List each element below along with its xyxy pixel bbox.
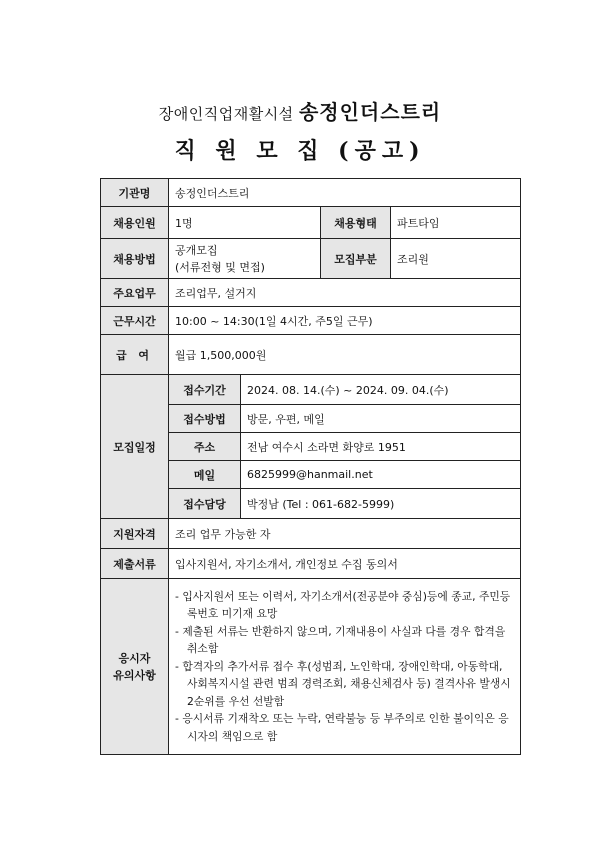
schedule-item-value: 전남 여수시 소라면 화양로 1951 (241, 433, 521, 461)
table-row (101, 279, 521, 307)
qualification-value: 조리 업무 가능한 자 (169, 519, 521, 549)
table-row (101, 207, 521, 239)
notes-label-line1: 응시자 (118, 651, 151, 665)
agency-label: 기관명 (101, 179, 169, 207)
list-item: - 합격자의 추가서류 접수 후(성범죄, 노인학대, 장애인학대, 아동학대, 사회복지시설 관련 범죄 경력조회, 채용신체검사 등) 결격사유 발생시 2순위를 우선 선발함 (175, 659, 511, 708)
schedule-label: 모집일정 (101, 375, 169, 519)
list-item: - 응시서류 기재착오 또는 누락, 연락불능 등 부주의로 인한 불이익은 응시자의 책임으로 함 (175, 712, 509, 743)
table-row (101, 579, 521, 755)
documents-value: 입사지원서, 자기소개서, 개인정보 수집 동의서 (169, 549, 521, 579)
table-row (101, 519, 521, 549)
method-label: 채용방법 (101, 239, 169, 279)
duties-label: 주요업무 (101, 279, 169, 307)
header-prefix: 장애인직업재활시설 (158, 105, 294, 123)
schedule-item-value: 박정남 (Tel : 061-682-5999) (241, 489, 521, 519)
headcount-value: 1명 (169, 207, 321, 239)
header-line (0, 96, 600, 125)
department-label: 모집부분 (321, 239, 391, 279)
schedule-item-value: 2024. 08. 14.(수) ~ 2024. 09. 04.(수) (241, 375, 521, 405)
documents-label: 제출서류 (101, 549, 169, 579)
table-row (101, 549, 521, 579)
hours-value: 10:00 ~ 14:30(1일 4시간, 주5일 근무) (169, 307, 521, 335)
schedule-item-label: 주소 (169, 433, 241, 461)
notes-label (101, 579, 169, 755)
page-title: 직 원 모 집 (공고) (174, 138, 426, 164)
schedule-item-value: 방문, 우편, 메일 (241, 405, 521, 433)
list-item: - 제출된 서류는 반환하지 않으며, 기재내용이 사실과 다를 경우 합격을 취소함 (175, 624, 506, 656)
notes-value (169, 579, 521, 755)
table-row (101, 375, 521, 405)
employment-type-value: 파트타임 (391, 207, 521, 239)
employment-type-label: 채용형태 (321, 207, 391, 239)
method-value-line1: 공개모집 (175, 243, 218, 257)
schedule-item-label: 접수담당 (169, 489, 241, 519)
salary-label: 급 여 (101, 335, 169, 375)
table-row (101, 239, 521, 279)
recruitment-table (100, 178, 521, 755)
schedule-item-label: 메일 (169, 461, 241, 489)
salary-value: 월급 1,500,000원 (169, 335, 521, 375)
duties-value: 조리업무, 설거지 (169, 279, 521, 307)
schedule-item-label: 접수방법 (169, 405, 241, 433)
list-item: - 입사지원서 또는 이력서, 자기소개서(전공분야 중심)등에 종교, 주민등록번호 미기재 요망 (175, 589, 511, 621)
table-row (101, 179, 521, 207)
table-row (101, 335, 521, 375)
headcount-label: 채용인원 (101, 207, 169, 239)
schedule-item-label: 접수기간 (169, 375, 241, 405)
agency-value: 송정인더스트리 (169, 179, 521, 207)
hours-label: 근무시간 (101, 307, 169, 335)
method-value-line2: (서류전형 및 면접) (175, 260, 265, 274)
department-value: 조리원 (391, 239, 521, 279)
table-row (101, 307, 521, 335)
notes-list (175, 586, 514, 748)
notes-label-line2: 유의사항 (113, 668, 156, 682)
qualification-label: 지원자격 (101, 519, 169, 549)
schedule-item-value: 6825999@hanmail.net (241, 461, 521, 489)
organization-name: 송정인더스트리 (298, 100, 442, 124)
method-value (169, 239, 321, 279)
